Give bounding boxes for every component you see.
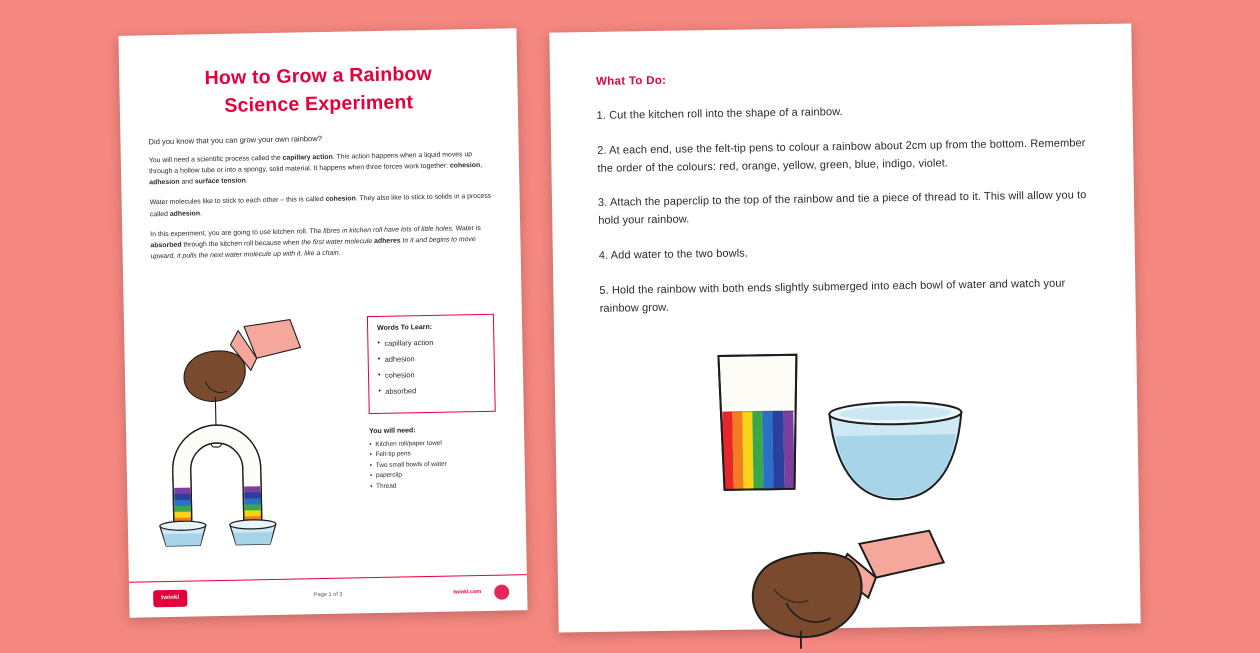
what-to-do-heading: What To Do: [596, 68, 1086, 88]
list-item: • paperclip [370, 469, 497, 482]
list-item: • Felt-tip pens [369, 448, 496, 461]
page-number: Page 1 of 3 [129, 588, 527, 602]
bowl-of-water [829, 401, 963, 500]
words-to-learn-list [377, 337, 485, 396]
intro-question: Did you know that you can grow your own rainbow? [148, 129, 490, 147]
list-item: • capillary action [377, 337, 484, 348]
glass-bowl-hand-illustration [704, 344, 1129, 651]
list-item: • adhesion [378, 353, 485, 364]
body-paragraph-1: You will need a scientific process called the capillary action. This action happens when a liquid moves up through a hollow tube or into a spongy, solid material. It happens when three forces work together: cohesion, adhesion and surface tension. [149, 149, 492, 189]
you-will-need-title: You will need: [369, 426, 496, 435]
page-title-line-1: How to Grow a Rainbow [147, 59, 489, 94]
step-2: 2. At each end, use the felt-tip pens to colour a rainbow about 2cm up from the bottom. Remember the order of the colours: red, orange, yellow, green, blue, indigo, violet. [597, 135, 1087, 178]
list-item: • Thread [370, 479, 497, 492]
words-to-learn-box [367, 314, 496, 414]
page1-lower-section [152, 314, 499, 570]
glass-with-rainbow [718, 355, 798, 490]
body-paragraph-2: Water molecules like to stick to each other – this is called cohesion. They also like to stick to solids in a process called adhesion. [150, 191, 492, 220]
step-1: 1. Cut the kitchen roll into the shape of a rainbow. [597, 100, 1087, 126]
rainbow-arch [172, 424, 262, 530]
sidebar-column [367, 314, 499, 565]
page1-footer [129, 574, 528, 618]
body-paragraph-3: In this experiment, you are going to use kitchen roll. The fibres in kitchen roll have lots of little holes. Water is absorbed through the kitchen roll because when the first water molecule adheres to it and begins to move upward, it pulls the next water molecule up with it, like a chain. [150, 223, 493, 263]
list-item: • Two small bowls of water [370, 458, 497, 471]
page1-content [118, 28, 527, 618]
bowl-left [160, 521, 206, 546]
rainbow-arch-illustration [152, 316, 357, 560]
hand-holding-thread [752, 530, 945, 649]
bowl-right [230, 519, 276, 544]
step-5: 5. Hold the rainbow with both ends slightly submerged into each bowl of water and watch your rainbow grow. [599, 275, 1089, 318]
step-3: 3. Attach the paperclip to the top of the rainbow and tie a piece of thread to it. This will allow you to hold your rainbow. [598, 188, 1088, 231]
page-title [147, 59, 490, 122]
document-page-2 [549, 23, 1140, 632]
footer-url: twinkl.com [453, 589, 481, 596]
list-item: • Kitchen roll/paper towel [369, 438, 496, 451]
document-page-1 [118, 28, 527, 618]
page-title-line-2: Science Experiment [148, 87, 490, 122]
you-will-need-list [369, 438, 497, 492]
illustration-column [152, 316, 362, 569]
brand-logo: twinkl [153, 590, 187, 608]
list-item: • cohesion [378, 369, 485, 380]
words-to-learn-title: Words To Learn: [377, 323, 484, 332]
step-4: 4. Add water to the two bowls. [599, 240, 1089, 266]
brand-mark-icon [494, 584, 509, 599]
list-item: • absorbed [378, 385, 485, 396]
